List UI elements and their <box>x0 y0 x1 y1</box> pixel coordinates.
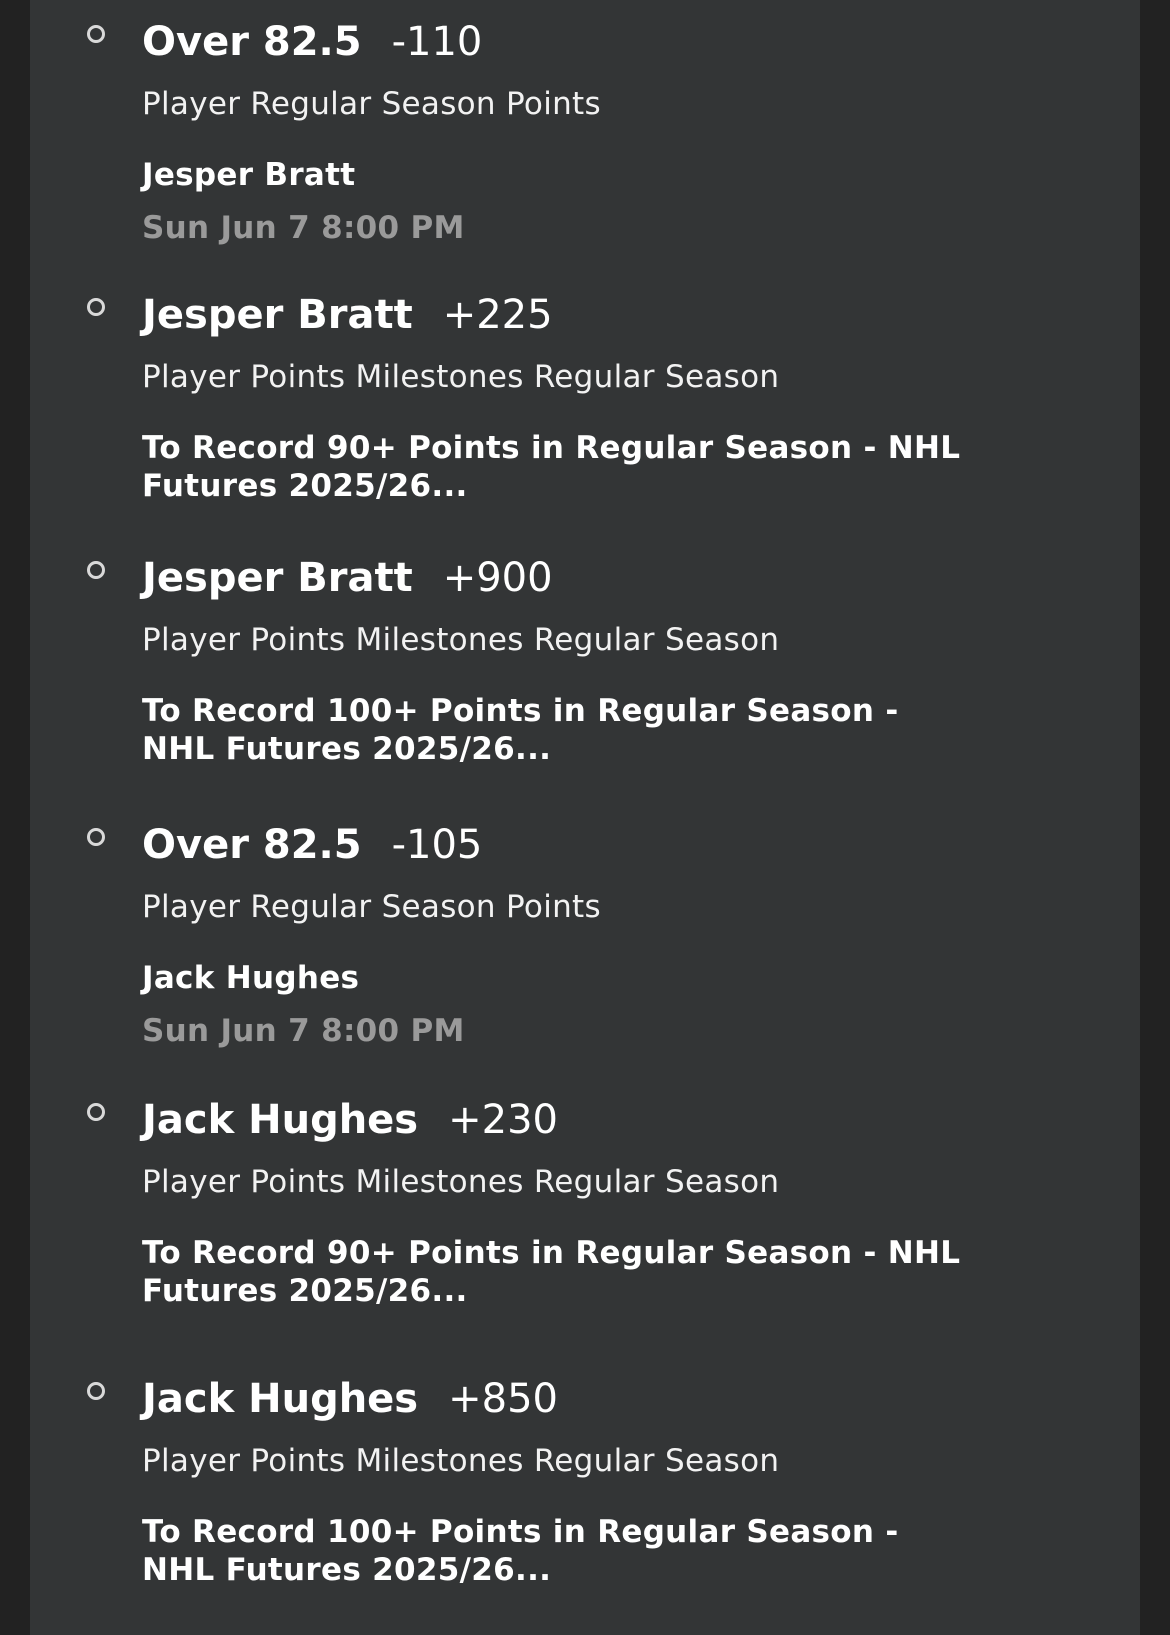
bet-market: Player Points Milestones Regular Season <box>142 622 780 658</box>
radio-circle-icon[interactable] <box>87 561 105 579</box>
bet-list-panel <box>30 0 1140 1635</box>
bet-selection: Jack Hughes <box>142 1376 419 1422</box>
bet-odds: -105 <box>391 822 483 868</box>
radio-circle-icon[interactable] <box>87 828 105 846</box>
bet-event: To Record 90+ Points in Regular Season - NHL Futures 2025/26... <box>142 430 961 504</box>
bet-odds: -110 <box>391 19 483 65</box>
bet-event: Jesper Bratt <box>142 157 356 193</box>
bet-headline <box>142 19 482 65</box>
bet-selection: Jack Hughes <box>142 1097 419 1143</box>
bet-market: Player Regular Season Points <box>142 86 601 122</box>
bet-market: Player Points Milestones Regular Season <box>142 1164 780 1200</box>
bet-market: Player Regular Season Points <box>142 889 601 925</box>
radio-circle-icon[interactable] <box>87 25 105 43</box>
bet-odds: +900 <box>442 555 553 601</box>
bet-odds: +850 <box>448 1376 558 1422</box>
bet-headline <box>142 1097 558 1143</box>
bet-odds: +230 <box>448 1097 558 1143</box>
bet-headline <box>142 292 553 338</box>
bet-market: Player Points Milestones Regular Season <box>142 1443 780 1479</box>
bet-event: Jack Hughes <box>142 960 360 996</box>
bet-event: To Record 100+ Points in Regular Season - NHL Futures 2025/26... <box>142 1514 899 1588</box>
bet-selection: Jesper Bratt <box>142 292 413 338</box>
bet-market: Player Points Milestones Regular Season <box>142 359 780 395</box>
bet-headline <box>142 822 482 868</box>
bet-odds: +225 <box>442 292 553 338</box>
bet-date: Sun Jun 7 8:00 PM <box>142 210 465 246</box>
bet-selection: Jesper Bratt <box>142 555 413 601</box>
bet-event: To Record 100+ Points in Regular Season - NHL Futures 2025/26... <box>142 693 899 767</box>
bet-date: Sun Jun 7 8:00 PM <box>142 1013 465 1049</box>
bet-event: To Record 90+ Points in Regular Season - NHL Futures 2025/26... <box>142 1235 961 1309</box>
radio-circle-icon[interactable] <box>87 1382 105 1400</box>
bet-headline <box>142 555 553 601</box>
bet-headline <box>142 1376 558 1422</box>
bet-selection: Over 82.5 <box>142 822 362 868</box>
bet-selection: Over 82.5 <box>142 19 362 65</box>
radio-circle-icon[interactable] <box>87 298 105 316</box>
radio-circle-icon[interactable] <box>87 1103 105 1121</box>
